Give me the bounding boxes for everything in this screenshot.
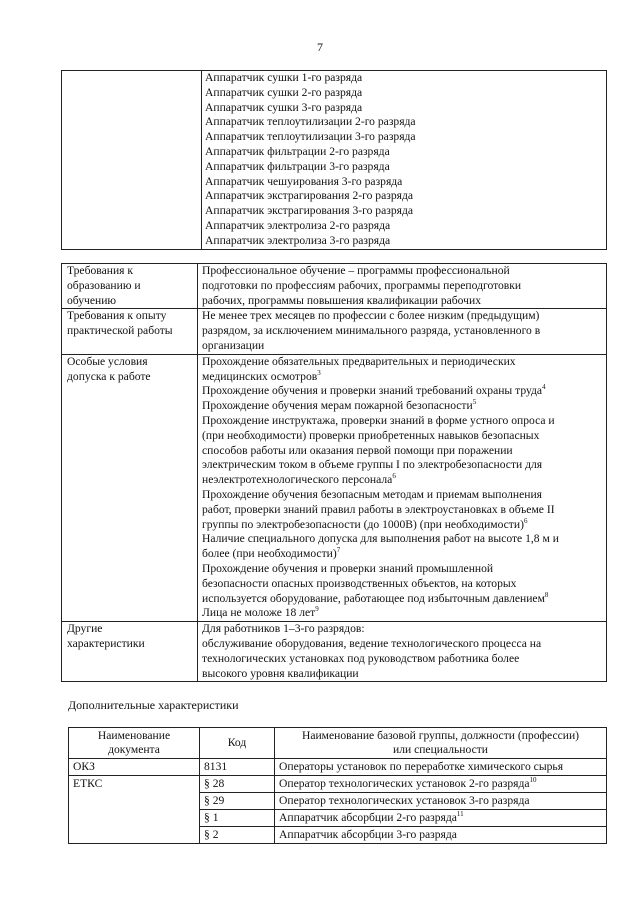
other-characteristics-row	[62, 622, 607, 682]
special-line: Прохождение обучения мерам пожарной безопасности$^5$	[202, 398, 477, 413]
footnote-ref: 4	[542, 383, 546, 392]
header-code: Код	[200, 728, 275, 759]
special-line: неэлектротехнологического персонала$^6$	[202, 472, 396, 487]
profession-line: Аппаратчик сушки 3-го разряда	[205, 100, 363, 114]
footnote-ref: 6	[523, 516, 528, 525]
cell-document: ОКЗ	[69, 759, 200, 776]
profession-line: Аппаратчик электролиза 3-го разряда	[205, 233, 391, 247]
table-row	[69, 759, 607, 776]
experience-label: Требования к опыту практической работы	[62, 309, 198, 354]
other-characteristics-label: Другие характеристики	[62, 622, 198, 682]
footnote-ref: 7	[336, 546, 341, 555]
special-line: способов работы или оказания первой помощи при поражении	[202, 443, 513, 457]
header-document: Наименование документа	[69, 728, 200, 759]
special-line: Наличие специального допуска для выполнения работ на высоте 1,8 м и	[202, 532, 559, 546]
table-row	[69, 793, 607, 810]
special-line: используется оборудование, работающее под избыточным давлением$^8$	[202, 590, 549, 605]
cell-document	[69, 810, 200, 827]
table-row	[69, 810, 607, 827]
special-line: безопасности опасных производственных объектов, на которых	[202, 576, 517, 590]
cell-name: Оператор технологических установок 2-го разряда$^{10}$	[275, 776, 607, 793]
table-row	[69, 776, 607, 793]
special-conditions-content	[198, 354, 607, 621]
other-characteristics-content: Для работников 1–3-го разрядов: обслуживание оборудования, ведение технологического процесса на технологических установках под руководством работника более высокого уровня квалификации	[198, 622, 607, 682]
header-row	[69, 728, 607, 759]
cell-document: ЕТКС	[69, 776, 200, 793]
special-line: работ, проверки знаний правил работы в электроустановках в объеме II	[202, 502, 555, 516]
special-line: (при необходимости) проверки приобретенных навыков безопасных	[202, 428, 540, 442]
cell-code: § 1	[200, 810, 275, 827]
header-name: Наименование базовой группы, должности (профессии) или специальности	[275, 728, 607, 759]
profession-line: Аппаратчик чешуирования 3-го разряда	[205, 174, 403, 188]
professions-list	[202, 71, 607, 250]
special-line: Лица не моложе 18 лет$^9$	[202, 605, 319, 620]
profession-line: Аппаратчик теплоутилизации 3-го разряда	[205, 130, 416, 144]
special-conditions-row	[62, 354, 607, 621]
profession-line: Аппаратчик фильтрации 3-го разряда	[205, 159, 390, 173]
cell-name: Аппаратчик абсорбции 3-го разряда	[275, 827, 607, 844]
profession-line: Аппаратчик экстрагирования 2-го разряда	[205, 189, 413, 203]
cell-code: 8131	[200, 759, 275, 776]
profession-line: Аппаратчик теплоутилизации 2-го разряда	[205, 115, 416, 129]
footnote-ref: 9	[315, 605, 319, 614]
footnote-ref: 5	[472, 398, 477, 407]
footnote-ref: 10	[529, 776, 537, 785]
experience-content: Не менее трех месяцев по профессии с более низким (предыдущим) разрядом, за исключением минимального разряда, установленного в организации	[198, 309, 607, 354]
profession-line: Аппаратчик сушки 1-го разряда	[205, 71, 363, 84]
professions-continuation-table	[61, 70, 607, 250]
cell-name: Оператор технологических установок 3-го разряда	[275, 793, 607, 810]
footnote-ref: 6	[392, 472, 396, 481]
footnote-ref: 3	[317, 368, 321, 377]
profession-line: Аппаратчик фильтрации 2-го разряда	[205, 144, 390, 158]
cell-code: § 28	[200, 776, 275, 793]
footnote-ref: 11	[456, 810, 464, 819]
special-line: Прохождение обучения и проверки знаний требований охраны труда$^4$	[202, 383, 546, 398]
education-row	[62, 264, 607, 309]
footnote-ref: 8	[544, 590, 549, 599]
special-line: Прохождение обучения безопасным методам и приемам выполнения	[202, 487, 543, 501]
education-content: Профессиональное обучение – программы профессиональной подготовки по профессиям рабочих, программы переподготовки рабочих, программы повышения квалификации рабочих	[198, 264, 607, 309]
section-title: Дополнительные характеристики	[68, 698, 239, 712]
special-conditions-label: Особые условия допуска к работе	[62, 354, 198, 621]
cell-code: § 29	[200, 793, 275, 810]
special-line: более (при необходимости)$^7$	[202, 546, 341, 561]
cell-name: Аппаратчик абсорбции 2-го разряда$^{11}$	[275, 810, 607, 827]
profession-line: Аппаратчик экстрагирования 3-го разряда	[205, 204, 413, 218]
profession-line: Аппаратчик сушки 2-го разряда	[205, 85, 363, 99]
profession-line: Аппаратчик электролиза 2-го разряда	[205, 218, 391, 232]
additional-characteristics-table	[68, 727, 607, 844]
page-number: 7	[317, 40, 323, 54]
cell-document	[69, 827, 200, 844]
cell-name: Операторы установок по переработке химического сырья	[275, 759, 607, 776]
requirements-table	[61, 263, 607, 682]
education-label: Требования к образованию и обучению	[62, 264, 198, 309]
empty-label-cell	[62, 71, 202, 250]
cell-document	[69, 793, 200, 810]
cell-code: § 2	[200, 827, 275, 844]
special-line: Прохождение обучения и проверки знаний промышленной	[202, 561, 494, 575]
special-line: медицинских осмотров$^3$	[202, 368, 321, 383]
special-line: электрическим током в объеме группы I по электробезопасности для	[202, 458, 543, 472]
special-line: Прохождение обязательных предварительных и периодических	[202, 354, 516, 368]
special-line: Прохождение инструктажа, проверки знаний в форме устного опроса и	[202, 413, 555, 427]
table-row	[69, 827, 607, 844]
experience-row	[62, 309, 607, 354]
special-line: группы по электробезопасности (до 1000В) (при необходимости)$^6$	[202, 516, 528, 531]
